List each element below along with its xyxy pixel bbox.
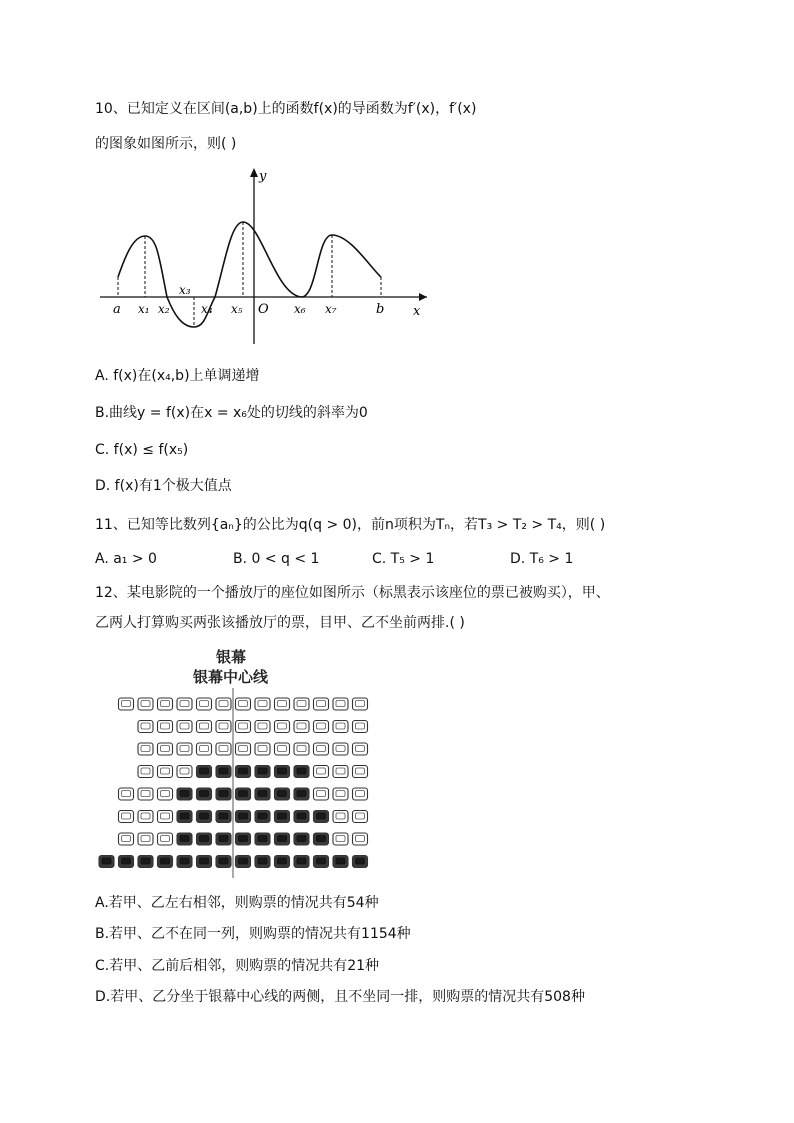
- screen-label: 银幕: [216, 648, 247, 666]
- q11-option-d: D. T₆ > 1: [510, 551, 574, 567]
- seat-available: [275, 698, 290, 710]
- seat-available: [177, 721, 192, 733]
- seat-available: [119, 833, 134, 845]
- seat-available: [314, 721, 329, 733]
- seat-available: [314, 766, 329, 778]
- seat-sold: [275, 788, 290, 800]
- seat-available: [333, 811, 348, 823]
- seat-available: [353, 721, 368, 733]
- seat-available: [294, 698, 309, 710]
- seat-available: [158, 766, 173, 778]
- seat-available: [138, 766, 153, 778]
- q10-stem-line2: 的图象如图所示，则( ): [95, 136, 237, 152]
- derivative-graph: [95, 162, 435, 347]
- seat-sold: [275, 856, 290, 868]
- graph-label-a: a: [113, 302, 121, 317]
- seat-available: [216, 721, 231, 733]
- screen-center-line-label: 银幕中心线: [193, 668, 269, 686]
- seat-available: [314, 743, 329, 755]
- seat-sold: [197, 788, 212, 800]
- q11-stem: 11、已知等比数列{aₙ}的公比为q(q > 0)，前n项积为Tₙ，若T₃ > T₂ > T₄，则( ): [95, 517, 606, 533]
- seat-available: [333, 788, 348, 800]
- seat-available: [314, 698, 329, 710]
- seat-sold: [197, 811, 212, 823]
- seat-available: [353, 833, 368, 845]
- seat-available: [275, 743, 290, 755]
- seat-sold: [216, 766, 231, 778]
- seat-sold: [236, 833, 251, 845]
- q12-stem-line1: 12、某电影院的一个播放厅的座位如图所示（标黑表示该座位的票已被购买），甲、: [95, 585, 610, 601]
- seat-sold: [314, 856, 329, 868]
- seat-available: [177, 743, 192, 755]
- seat-available: [177, 698, 192, 710]
- seat-available: [255, 698, 270, 710]
- graph-label-x5: x₅: [231, 302, 243, 316]
- seat-available: [353, 811, 368, 823]
- seat-sold: [275, 811, 290, 823]
- q11-option-a: A. a₁ > 0: [95, 551, 157, 567]
- seat-map: [95, 688, 385, 880]
- seat-sold: [177, 833, 192, 845]
- seat-available: [158, 788, 173, 800]
- seat-sold: [314, 833, 329, 845]
- seat-available: [138, 788, 153, 800]
- seat-sold: [255, 833, 270, 845]
- seat-available: [158, 833, 173, 845]
- seat-available: [138, 721, 153, 733]
- seat-sold: [294, 811, 309, 823]
- seat-available: [353, 766, 368, 778]
- seat-sold: [255, 856, 270, 868]
- graph-label-O: O: [258, 302, 269, 317]
- seat-sold: [275, 766, 290, 778]
- q10-option-c: C. f(x) ≤ f(x₅): [95, 442, 189, 458]
- graph-label-x1: x₁: [138, 302, 150, 316]
- graph-label-y: y: [259, 169, 267, 184]
- q11-option-c: C. T₅ > 1: [372, 551, 435, 567]
- seat-sold: [177, 811, 192, 823]
- seat-available: [119, 788, 134, 800]
- q12-option-c: C.若甲、乙前后相邻，则购票的情况共有21种: [95, 958, 380, 974]
- seat-available: [216, 698, 231, 710]
- seat-available: [119, 698, 134, 710]
- graph-label-x2: x₂: [158, 302, 170, 316]
- q12-option-d: D.若甲、乙分坐于银幕中心线的两侧，且不坐同一排，则购票的情况共有508种: [95, 989, 585, 1005]
- seat-available: [333, 766, 348, 778]
- seat-available: [314, 788, 329, 800]
- seat-sold: [197, 766, 212, 778]
- seat-available: [294, 721, 309, 733]
- seat-sold: [353, 856, 368, 868]
- q12-option-a: A.若甲、乙左右相邻，则购票的情况共有54种: [95, 895, 379, 911]
- seat-sold: [197, 833, 212, 845]
- graph-label-x3: x₃: [179, 283, 191, 297]
- seat-sold: [255, 811, 270, 823]
- graph-label-x4: x₄: [201, 302, 213, 316]
- seat-available: [177, 766, 192, 778]
- seat-sold: [275, 833, 290, 845]
- seat-available: [138, 811, 153, 823]
- seat-available: [158, 721, 173, 733]
- seat-sold: [294, 766, 309, 778]
- graph-label-x: x: [413, 304, 421, 319]
- graph-label-x6: x₆: [294, 302, 306, 316]
- seat-available: [333, 698, 348, 710]
- graph-label-x7: x₇: [325, 302, 337, 316]
- seat-sold: [294, 856, 309, 868]
- q10-stem-line1: 10、已知定义在区间(a,b)上的函数f(x)的导函数为f′(x)，f′(x): [95, 101, 477, 117]
- q10-option-a: A. f(x)在(x₄,b)上单调递增: [95, 368, 260, 384]
- seat-available: [197, 743, 212, 755]
- seat-available: [197, 698, 212, 710]
- seat-sold: [216, 856, 231, 868]
- seat-sold: [177, 856, 192, 868]
- q12-stem-line2: 乙两人打算购买两张该播放厅的票，目甲、乙不坐前两排.( ): [95, 615, 465, 631]
- seat-available: [255, 743, 270, 755]
- seat-sold: [177, 788, 192, 800]
- q10-option-d: D. f(x)有1个极大值点: [95, 478, 232, 494]
- seat-sold: [236, 788, 251, 800]
- seat-available: [294, 743, 309, 755]
- seat-available: [236, 698, 251, 710]
- seat-sold: [216, 788, 231, 800]
- seat-available: [158, 698, 173, 710]
- seat-available: [255, 721, 270, 733]
- seat-sold: [197, 856, 212, 868]
- seat-sold: [314, 811, 329, 823]
- seat-sold: [333, 856, 348, 868]
- seat-sold: [236, 856, 251, 868]
- seat-available: [216, 743, 231, 755]
- seat-available: [333, 743, 348, 755]
- seat-sold: [255, 788, 270, 800]
- seat-available: [275, 721, 290, 733]
- seat-available: [119, 811, 134, 823]
- seat-sold: [294, 788, 309, 800]
- seat-sold: [236, 811, 251, 823]
- q11-option-b: B. 0 < q < 1: [233, 551, 320, 567]
- seat-available: [333, 833, 348, 845]
- seat-sold: [99, 856, 114, 868]
- seat-sold: [216, 833, 231, 845]
- seat-sold: [138, 856, 153, 868]
- q10-option-b: B.曲线y = f(x)在x = x₆处的切线的斜率为0: [95, 405, 368, 421]
- seat-available: [353, 743, 368, 755]
- seat-sold: [216, 811, 231, 823]
- seat-available: [236, 743, 251, 755]
- seat-available: [138, 698, 153, 710]
- seat-available: [138, 833, 153, 845]
- seat-sold: [236, 766, 251, 778]
- seat-available: [197, 721, 212, 733]
- q12-option-b: B.若甲、乙不在同一列，则购票的情况共有1154种: [95, 926, 411, 942]
- seat-sold: [255, 766, 270, 778]
- seat-available: [353, 698, 368, 710]
- seat-sold: [294, 833, 309, 845]
- seat-sold: [158, 856, 173, 868]
- seat-available: [158, 811, 173, 823]
- seat-available: [236, 721, 251, 733]
- seat-available: [158, 743, 173, 755]
- seat-sold: [119, 856, 134, 868]
- seat-available: [138, 743, 153, 755]
- seat-available: [353, 788, 368, 800]
- seat-available: [333, 721, 348, 733]
- graph-label-b: b: [376, 302, 385, 317]
